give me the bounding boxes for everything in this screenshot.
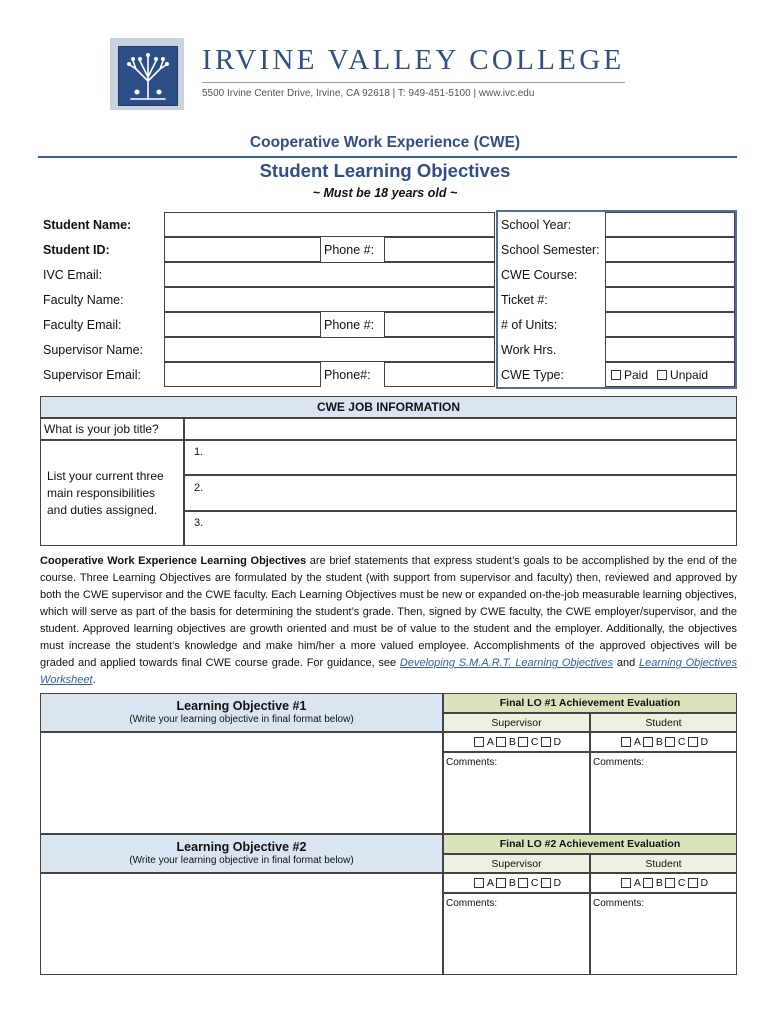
title-divider — [38, 156, 737, 158]
grade-label: A — [633, 877, 641, 889]
lo2-text-field[interactable] — [40, 873, 443, 975]
grade-label: D — [700, 736, 709, 748]
comments-label: Comments: — [593, 757, 645, 768]
lo2-title: Learning Objective #2 — [176, 840, 307, 854]
responsibility-2-field[interactable] — [184, 475, 737, 511]
lo1-instruction: (Write your learning objective in final format below) — [129, 714, 354, 725]
responsibility-2-number: 2. — [194, 482, 204, 494]
school-semester-label: School Semester: — [501, 242, 600, 257]
student-id-field[interactable] — [164, 237, 321, 262]
lo2-instruction: (Write your learning objective in final format below) — [129, 855, 354, 866]
form-subtitle: Student Learning Objectives — [259, 160, 511, 181]
form-title: Cooperative Work Experience (CWE) — [249, 134, 521, 151]
ivc-email-label: IVC Email: — [43, 267, 103, 282]
student-name-field[interactable] — [164, 212, 495, 237]
grade-label: C — [677, 877, 686, 889]
learning-objectives-description — [40, 553, 737, 689]
faculty-phone-label: Phone #: — [324, 317, 375, 332]
school-year-label: School Year: — [501, 217, 572, 232]
description-and: and — [613, 657, 640, 669]
responsibility-1-number: 1. — [194, 446, 204, 458]
ticket-label: Ticket #: — [501, 292, 548, 307]
responsibility-1-field[interactable] — [184, 440, 737, 475]
lo2-student-comments[interactable] — [590, 893, 737, 975]
lo1-header — [40, 693, 443, 732]
grade-checkbox[interactable] — [643, 737, 653, 747]
grade-label: D — [553, 736, 562, 748]
lo2-header — [40, 834, 443, 873]
responsibilities-label: List your current three main responsibilities and duties assigned. — [40, 440, 184, 546]
logo-divider — [202, 82, 625, 83]
grade-label: B — [508, 736, 516, 748]
responsibility-3-field[interactable] — [184, 511, 737, 546]
student-phone-label: Phone #: — [324, 242, 375, 257]
grade-label: D — [700, 877, 709, 889]
student-phone-field[interactable] — [384, 237, 495, 262]
student-name-label: Student Name: — [43, 217, 132, 232]
faculty-name-field[interactable] — [164, 287, 495, 312]
school-year-field[interactable] — [605, 212, 735, 237]
grade-label: C — [677, 736, 686, 748]
supervisor-phone-field[interactable] — [384, 362, 495, 387]
grade-checkbox[interactable] — [665, 737, 675, 747]
grade-label: C — [530, 877, 539, 889]
school-semester-field[interactable] — [605, 237, 735, 262]
supervisor-email-field[interactable] — [164, 362, 321, 387]
comments-label: Comments: — [446, 898, 498, 909]
lo1-supervisor-comments[interactable] — [443, 752, 590, 834]
cwe-course-label: CWE Course: — [501, 267, 578, 282]
lo2-student-grades — [590, 873, 737, 893]
grade-checkbox[interactable] — [688, 737, 698, 747]
grade-checkbox[interactable] — [496, 878, 506, 888]
responsibility-3-number: 3. — [194, 517, 204, 529]
objectives-worksheet-link[interactable]: Learning Objectives Worksheet — [40, 657, 737, 686]
grade-checkbox[interactable] — [496, 737, 506, 747]
cwe-course-field[interactable] — [605, 262, 735, 287]
grade-label: D — [553, 877, 562, 889]
comments-label: Comments: — [593, 898, 645, 909]
paid-label: Paid — [624, 367, 649, 382]
grade-checkbox[interactable] — [643, 878, 653, 888]
lo1-student-header: Student — [590, 713, 737, 732]
grade-checkbox[interactable] — [621, 878, 631, 888]
supervisor-name-field[interactable] — [164, 337, 495, 362]
faculty-name-label: Faculty Name: — [43, 292, 124, 307]
lo2-supervisor-grades — [443, 873, 590, 893]
units-label: # of Units: — [501, 317, 558, 332]
lo2-student-header: Student — [590, 854, 737, 873]
lo1-text-field[interactable] — [40, 732, 443, 834]
college-address: 5500 Irvine Center Drive, Irvine, CA 92618 | T: 949-451-5100 | www.ivc.edu — [202, 88, 535, 99]
grade-checkbox[interactable] — [665, 878, 675, 888]
comments-label: Comments: — [446, 757, 498, 768]
work-hrs-field[interactable] — [605, 337, 735, 362]
unpaid-checkbox[interactable] — [657, 370, 667, 380]
grade-label: B — [655, 736, 663, 748]
grade-label: C — [530, 736, 539, 748]
faculty-email-label: Faculty Email: — [43, 317, 122, 332]
supervisor-phone-label: Phone#: — [324, 367, 371, 382]
lo1-supervisor-grades — [443, 732, 590, 752]
grade-checkbox[interactable] — [474, 878, 484, 888]
unpaid-label: Unpaid — [670, 367, 709, 382]
grade-label: A — [486, 736, 494, 748]
grade-checkbox[interactable] — [688, 878, 698, 888]
tree-emblem-icon — [118, 46, 178, 106]
grade-label: B — [508, 877, 516, 889]
cwe-type-field — [605, 362, 735, 387]
ticket-field[interactable] — [605, 287, 735, 312]
description-body: are brief statements that express student’s goals to be accomplished by the end of the course. Three Learning Objectives are formulated by the student (with support from supervisor and faculty) then, reviewed and approved by both the CWE supervisor and the CWE faculty. Each Learning Objectives must be new or expanded on-the-job measurable learning objectives, which will serve as part of the basis for determining the student’s grade. Then, signed by CWE faculty, the CWE employer/supervisor, and the student. Approved learning objectives are growth oriented and must be of value to the student and the employer. Additionally, the objectives must increase the student’s knowledge and make him/her a more valued employee. Accomplishments of the approved objectives will be graded and applied towards final CWE course grade. For guidance, see — [40, 555, 738, 669]
grade-label: A — [486, 877, 494, 889]
lo1-student-comments[interactable] — [590, 752, 737, 834]
paid-checkbox[interactable] — [611, 370, 621, 380]
lo2-eval-title: Final LO #2 Achievement Evaluation — [443, 834, 737, 854]
cwe-type-label: CWE Type: — [501, 367, 564, 382]
supervisor-name-label: Supervisor Name: — [43, 342, 144, 357]
grade-label: A — [633, 736, 641, 748]
work-hrs-label: Work Hrs. — [501, 342, 557, 357]
lo2-supervisor-comments[interactable] — [443, 893, 590, 975]
grade-checkbox[interactable] — [518, 878, 528, 888]
lo2-supervisor-header: Supervisor — [443, 854, 590, 873]
supervisor-email-label: Supervisor Email: — [43, 367, 141, 382]
units-field[interactable] — [605, 312, 735, 337]
job-title-label: What is your job title? — [40, 418, 184, 440]
description-end: . — [92, 674, 96, 686]
college-logo — [110, 38, 630, 116]
grade-checkbox[interactable] — [541, 737, 551, 747]
college-name: IRVINE VALLEY COLLEGE — [202, 44, 625, 76]
job-title-field[interactable] — [184, 418, 737, 440]
lo1-eval-title: Final LO #1 Achievement Evaluation — [443, 693, 737, 713]
ivc-email-field[interactable] — [164, 262, 495, 287]
smart-objectives-link[interactable]: Developing S.M.A.R.T. Learning Objectives — [399, 657, 614, 669]
student-id-label: Student ID: — [43, 242, 110, 257]
description-lead: Cooperative Work Experience Learning Objectives — [40, 555, 307, 567]
lo1-student-grades — [590, 732, 737, 752]
job-info-header: CWE JOB INFORMATION — [40, 396, 737, 418]
grade-label: B — [655, 877, 663, 889]
age-requirement-note: ~ Must be 18 years old ~ — [312, 186, 458, 200]
grade-checkbox[interactable] — [474, 737, 484, 747]
lo1-supervisor-header: Supervisor — [443, 713, 590, 732]
faculty-email-field[interactable] — [164, 312, 321, 337]
grade-checkbox[interactable] — [518, 737, 528, 747]
faculty-phone-field[interactable] — [384, 312, 495, 337]
college-seal-icon — [110, 38, 184, 110]
grade-checkbox[interactable] — [621, 737, 631, 747]
grade-checkbox[interactable] — [541, 878, 551, 888]
lo1-title: Learning Objective #1 — [176, 699, 307, 713]
